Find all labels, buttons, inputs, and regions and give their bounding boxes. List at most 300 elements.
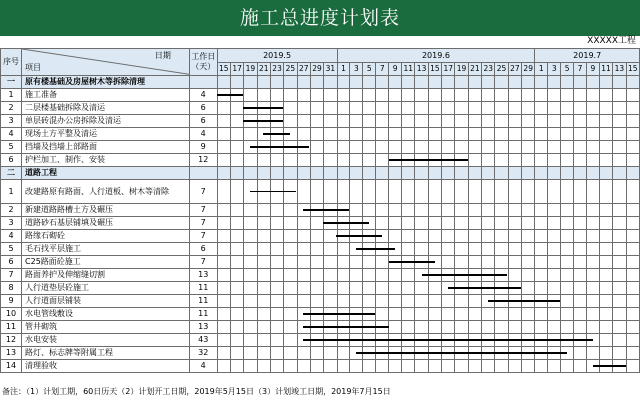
day-cell: [415, 115, 428, 128]
day-cell: [442, 347, 455, 360]
day-cell: [599, 154, 612, 167]
day-cell: [428, 243, 441, 256]
day-cell: [586, 204, 599, 217]
day-header: 1: [535, 63, 548, 76]
day-cell: [574, 204, 587, 217]
day-cell: [613, 76, 626, 89]
day-cell: [455, 167, 468, 180]
day-cell: [337, 308, 350, 321]
day-cell: [613, 128, 626, 141]
day-cell: [376, 204, 389, 217]
day-cell: [270, 269, 283, 282]
day-cell: [599, 321, 612, 334]
day-cell: [257, 334, 270, 347]
section-row: [1, 167, 640, 180]
row-duration: 4: [189, 128, 217, 141]
row-seq: 5: [1, 141, 22, 154]
section-row: [1, 76, 640, 89]
day-cell: [217, 243, 230, 256]
day-cell: [495, 76, 508, 89]
day-cell: [297, 230, 310, 243]
day-cell: [297, 347, 310, 360]
row-seq: 10: [1, 308, 22, 321]
day-cell: [230, 89, 243, 102]
day-cell: [599, 180, 612, 204]
day-cell: [586, 269, 599, 282]
day-cell: [455, 243, 468, 256]
day-cell: [495, 269, 508, 282]
day-cell: [442, 102, 455, 115]
day-cell: [324, 167, 337, 180]
day-cell: [284, 230, 297, 243]
row-name: 挡墙及挡墙上部路面: [22, 141, 190, 154]
day-cell: [482, 282, 495, 295]
day-cell: [482, 269, 495, 282]
day-cell: [442, 128, 455, 141]
day-cell: [428, 360, 441, 373]
day-cell: [599, 243, 612, 256]
day-cell: [389, 230, 402, 243]
day-cell: [270, 128, 283, 141]
day-cell: [613, 167, 626, 180]
day-cell: [350, 167, 363, 180]
day-cell: [468, 256, 481, 269]
day-cell: [495, 167, 508, 180]
day-cell: [586, 76, 599, 89]
day-cell: [586, 217, 599, 230]
day-cell: [599, 295, 612, 308]
day-cell: [442, 154, 455, 167]
day-cell: [574, 269, 587, 282]
row-name: 施工准备: [22, 89, 190, 102]
day-cell: [468, 115, 481, 128]
day-cell: [244, 76, 257, 89]
day-cell: [389, 321, 402, 334]
day-cell: [574, 76, 587, 89]
day-cell: [217, 256, 230, 269]
day-cell: [310, 128, 323, 141]
day-cell: [522, 217, 535, 230]
day-cell: [230, 334, 243, 347]
day-cell: [522, 154, 535, 167]
day-cell: [508, 282, 521, 295]
day-cell: [257, 154, 270, 167]
day-cell: [337, 256, 350, 269]
day-cell: [310, 334, 323, 347]
row-name: 人行道面层铺装: [22, 295, 190, 308]
day-cell: [257, 102, 270, 115]
day-cell: [428, 295, 441, 308]
day-cell: [310, 347, 323, 360]
day-cell: [548, 204, 561, 217]
day-cell: [495, 282, 508, 295]
row-name: 改建路原有路面、人行道板、树木等清除: [22, 180, 190, 204]
day-cell: [599, 256, 612, 269]
day-cell: [613, 321, 626, 334]
day-cell: [376, 256, 389, 269]
day-cell: [468, 321, 481, 334]
day-cell: [428, 76, 441, 89]
day-cell: [297, 115, 310, 128]
day-cell: [522, 204, 535, 217]
day-cell: [217, 89, 230, 102]
day-cell: [376, 321, 389, 334]
day-cell: [495, 243, 508, 256]
day-cell: [284, 308, 297, 321]
day-cell: [230, 115, 243, 128]
day-cell: [363, 360, 376, 373]
day-cell: [522, 282, 535, 295]
day-cell: [389, 204, 402, 217]
row-seq: 一: [1, 76, 22, 89]
day-cell: [415, 295, 428, 308]
day-cell: [613, 243, 626, 256]
day-cell: [468, 269, 481, 282]
day-cell: [257, 321, 270, 334]
header-diagonal-cell: [22, 49, 190, 76]
day-cell: [468, 295, 481, 308]
day-cell: [613, 204, 626, 217]
day-cell: [428, 217, 441, 230]
row-duration: 6: [189, 102, 217, 115]
day-cell: [324, 347, 337, 360]
day-cell: [468, 360, 481, 373]
day-cell: [217, 269, 230, 282]
day-cell: [337, 295, 350, 308]
day-cell: [613, 154, 626, 167]
day-cell: [376, 167, 389, 180]
day-cell: [442, 269, 455, 282]
day-cell: [495, 217, 508, 230]
row-seq: 4: [1, 230, 22, 243]
day-cell: [626, 347, 639, 360]
day-cell: [244, 347, 257, 360]
day-cell: [626, 141, 639, 154]
day-cell: [599, 115, 612, 128]
day-cell: [599, 167, 612, 180]
day-cell: [217, 76, 230, 89]
day-cell: [535, 128, 548, 141]
day-cell: [402, 282, 415, 295]
day-cell: [337, 360, 350, 373]
day-cell: [561, 295, 574, 308]
day-cell: [535, 102, 548, 115]
day-cell: [574, 308, 587, 321]
day-cell: [402, 347, 415, 360]
day-cell: [389, 334, 402, 347]
day-cell: [270, 76, 283, 89]
day-cell: [455, 295, 468, 308]
day-cell: [415, 321, 428, 334]
day-cell: [442, 217, 455, 230]
day-cell: [310, 230, 323, 243]
task-row: [1, 154, 640, 167]
day-cell: [363, 128, 376, 141]
day-cell: [561, 334, 574, 347]
day-cell: [230, 180, 243, 204]
day-cell: [310, 154, 323, 167]
day-cell: [626, 321, 639, 334]
day-cell: [626, 256, 639, 269]
day-cell: [626, 269, 639, 282]
day-cell: [548, 115, 561, 128]
day-cell: [217, 167, 230, 180]
day-cell: [270, 204, 283, 217]
day-cell: [230, 282, 243, 295]
day-cell: [468, 308, 481, 321]
day-cell: [535, 295, 548, 308]
day-cell: [468, 243, 481, 256]
day-cell: [363, 102, 376, 115]
day-cell: [363, 154, 376, 167]
day-cell: [297, 204, 310, 217]
day-cell: [442, 308, 455, 321]
row-name: 现场土方平整及清运: [22, 128, 190, 141]
day-cell: [455, 334, 468, 347]
day-cell: [230, 204, 243, 217]
day-cell: [297, 321, 310, 334]
day-cell: [442, 256, 455, 269]
day-cell: [350, 141, 363, 154]
task-row: [1, 217, 640, 230]
day-cell: [230, 141, 243, 154]
day-cell: [495, 360, 508, 373]
day-cell: [428, 256, 441, 269]
day-cell: [599, 360, 612, 373]
day-header: 19: [244, 63, 257, 76]
day-cell: [244, 102, 257, 115]
day-header: 11: [599, 63, 612, 76]
day-cell: [284, 321, 297, 334]
day-cell: [337, 154, 350, 167]
day-cell: [310, 76, 323, 89]
day-cell: [535, 141, 548, 154]
day-cell: [482, 115, 495, 128]
day-cell: [389, 89, 402, 102]
row-seq: 13: [1, 347, 22, 360]
row-duration: 13: [189, 321, 217, 334]
day-cell: [389, 115, 402, 128]
day-cell: [586, 89, 599, 102]
day-cell: [270, 115, 283, 128]
day-cell: [548, 295, 561, 308]
day-cell: [522, 321, 535, 334]
day-cell: [389, 217, 402, 230]
row-seq: 8: [1, 282, 22, 295]
day-cell: [217, 308, 230, 321]
day-cell: [284, 295, 297, 308]
day-cell: [337, 128, 350, 141]
day-cell: [561, 204, 574, 217]
row-seq: 6: [1, 154, 22, 167]
row-seq: 14: [1, 360, 22, 373]
day-cell: [468, 180, 481, 204]
day-cell: [350, 217, 363, 230]
day-cell: [217, 347, 230, 360]
day-cell: [574, 217, 587, 230]
row-name: C25路面砼施工: [22, 256, 190, 269]
day-header: 15: [217, 63, 230, 76]
day-cell: [376, 76, 389, 89]
row-seq: 1: [1, 180, 22, 204]
day-cell: [324, 217, 337, 230]
day-cell: [363, 243, 376, 256]
day-cell: [270, 360, 283, 373]
day-cell: [522, 76, 535, 89]
day-cell: [363, 269, 376, 282]
day-cell: [428, 230, 441, 243]
day-cell: [350, 230, 363, 243]
day-cell: [599, 141, 612, 154]
day-cell: [535, 180, 548, 204]
day-header: 29: [522, 63, 535, 76]
day-cell: [337, 321, 350, 334]
day-cell: [310, 321, 323, 334]
day-cell: [561, 321, 574, 334]
day-cell: [297, 180, 310, 204]
day-cell: [350, 204, 363, 217]
day-cell: [522, 269, 535, 282]
day-cell: [284, 243, 297, 256]
day-cell: [442, 295, 455, 308]
day-cell: [415, 308, 428, 321]
day-cell: [257, 167, 270, 180]
day-cell: [297, 128, 310, 141]
day-cell: [442, 204, 455, 217]
row-name: 道路砂石基层铺填及碾压: [22, 217, 190, 230]
day-cell: [522, 180, 535, 204]
day-cell: [495, 295, 508, 308]
row-name: 水电管线敷设: [22, 308, 190, 321]
day-cell: [415, 347, 428, 360]
day-header: 17: [442, 63, 455, 76]
day-cell: [468, 76, 481, 89]
day-cell: [574, 89, 587, 102]
day-cell: [284, 334, 297, 347]
day-cell: [217, 217, 230, 230]
row-seq: 3: [1, 115, 22, 128]
day-cell: [217, 102, 230, 115]
day-cell: [574, 282, 587, 295]
day-cell: [599, 230, 612, 243]
day-cell: [561, 102, 574, 115]
day-cell: [363, 141, 376, 154]
day-cell: [284, 180, 297, 204]
day-cell: [363, 115, 376, 128]
day-cell: [337, 167, 350, 180]
day-cell: [415, 217, 428, 230]
day-cell: [350, 295, 363, 308]
day-cell: [535, 282, 548, 295]
month-header: 2019.5: [217, 49, 337, 63]
day-cell: [350, 334, 363, 347]
day-cell: [297, 167, 310, 180]
day-cell: [376, 141, 389, 154]
day-cell: [574, 102, 587, 115]
day-cell: [548, 141, 561, 154]
day-cell: [613, 282, 626, 295]
day-cell: [508, 76, 521, 89]
day-cell: [599, 204, 612, 217]
day-cell: [257, 347, 270, 360]
day-cell: [324, 321, 337, 334]
day-cell: [270, 295, 283, 308]
day-cell: [535, 167, 548, 180]
day-cell: [626, 76, 639, 89]
day-cell: [561, 180, 574, 204]
day-cell: [402, 321, 415, 334]
day-cell: [626, 360, 639, 373]
day-cell: [284, 256, 297, 269]
day-cell: [230, 243, 243, 256]
day-cell: [297, 141, 310, 154]
day-cell: [337, 102, 350, 115]
day-cell: [508, 217, 521, 230]
day-cell: [297, 282, 310, 295]
day-cell: [337, 334, 350, 347]
day-cell: [574, 243, 587, 256]
row-duration: 6: [189, 243, 217, 256]
day-cell: [522, 295, 535, 308]
day-cell: [626, 154, 639, 167]
day-cell: [535, 308, 548, 321]
day-header: 17: [230, 63, 243, 76]
day-cell: [482, 360, 495, 373]
day-cell: [284, 102, 297, 115]
day-cell: [626, 243, 639, 256]
day-cell: [574, 141, 587, 154]
day-cell: [415, 256, 428, 269]
day-cell: [402, 204, 415, 217]
day-cell: [363, 89, 376, 102]
day-cell: [324, 360, 337, 373]
day-header: 9: [586, 63, 599, 76]
day-cell: [376, 243, 389, 256]
day-cell: [376, 308, 389, 321]
day-cell: [350, 256, 363, 269]
day-cell: [548, 128, 561, 141]
day-cell: [389, 347, 402, 360]
day-cell: [324, 308, 337, 321]
day-cell: [455, 89, 468, 102]
day-cell: [482, 308, 495, 321]
day-cell: [548, 321, 561, 334]
day-header: 7: [376, 63, 389, 76]
day-cell: [455, 282, 468, 295]
day-cell: [402, 256, 415, 269]
row-seq: 6: [1, 256, 22, 269]
day-cell: [561, 89, 574, 102]
day-cell: [297, 154, 310, 167]
task-row: [1, 295, 640, 308]
day-cell: [230, 347, 243, 360]
day-cell: [626, 230, 639, 243]
schedule-table: [0, 48, 640, 373]
day-header: 15: [428, 63, 441, 76]
day-cell: [402, 128, 415, 141]
day-cell: [522, 102, 535, 115]
row-name: 单层砖混办公房拆除及清运: [22, 115, 190, 128]
day-cell: [522, 256, 535, 269]
day-cell: [257, 295, 270, 308]
day-cell: [257, 282, 270, 295]
day-cell: [561, 243, 574, 256]
day-cell: [310, 295, 323, 308]
day-cell: [337, 243, 350, 256]
day-cell: [389, 295, 402, 308]
day-cell: [428, 102, 441, 115]
day-cell: [350, 321, 363, 334]
